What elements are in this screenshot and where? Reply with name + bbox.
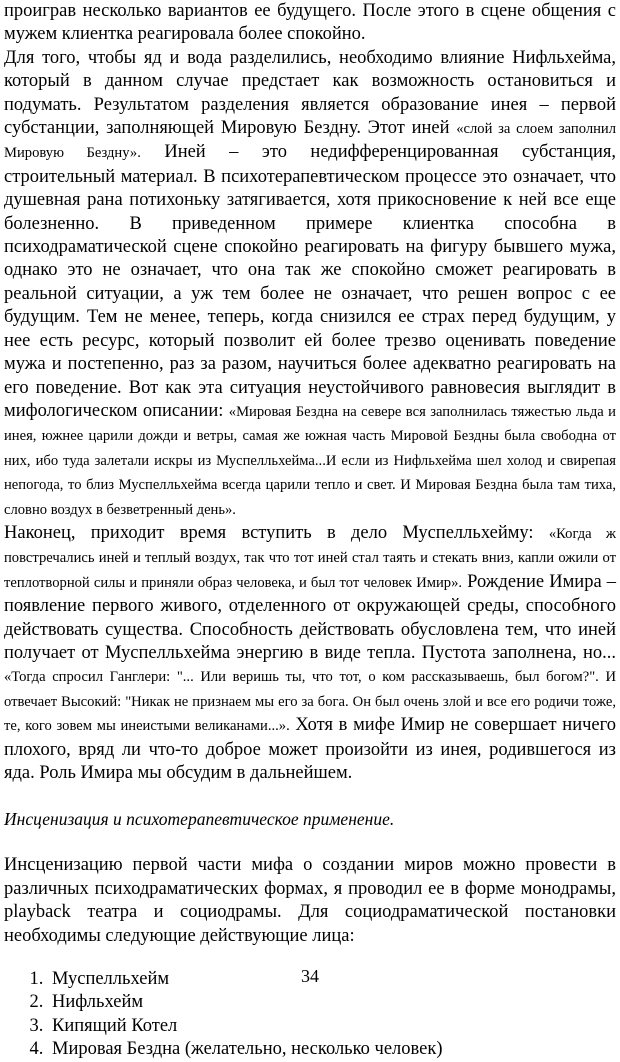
section-heading: Инсценизация и психотерапевтическое применение. (4, 809, 395, 830)
myth-quote: «Тогда спросил Ганглери: "... Или веришь ты, что тот, о ком рассказываешь, был богом?". И отвечает Высокий: "Никак не признаем мы его за бога. Он был очень злой и все его родичи тоже, те, кого зовем мы инеистыми великанами...». (4, 669, 616, 735)
list-item: 2. Нифльхейм (48, 991, 616, 1014)
document-page (4, 0, 616, 1062)
list-item: 1. Муспелльхейм (48, 968, 616, 991)
spacer (4, 831, 616, 854)
page-number: 34 (301, 966, 319, 986)
myth-quote: «Когда ж повстречались иней и теплый воздух, так что тот иней стал таять и стекать вниз, капли ожили от теплотворной силы и приняли образ человека, и был тот человек Имир». (4, 525, 616, 591)
paragraph-muspelheim (4, 522, 616, 785)
paragraph-text: Рождение Имира – появление первого живого, отделенного от окружающей среды, способного действовать существа. Способность действовать обусловлена тем, что иней получает от Муспелльхейма энергию в виде тепла. Пустота заполнена, но... (4, 571, 616, 663)
paragraph-intro: Инсценизацию первой части мифа о создании миров можно провести в различных психодраматических формах, я проводил ее в форме монодрамы, playback театра и социодрамы. Для социодраматической постановки необходимы следующие действующие лица: (4, 855, 616, 946)
paragraph-text: Для того, чтобы яд и вода разделились, необходимо влияние Нифльхейма, который в данном случае предстает как возможность остановиться и подумать. Результатом разделения является образование инея – первой субстанции, заполняющей Мировую Бездну. Этот иней (4, 47, 616, 139)
spacer (4, 785, 616, 808)
myth-quote: «Мировая Бездна на севере вся заполнилась тяжестью льда и инея, южнее царили дожди и ветры, самая же южная часть Мировой Бездны была свободна от них, ибо туда залетали искры из Муспелльхейма...И если из Нифльхейма шел холод и свирепая непогода, то близ Муспелльхейма всегда царили тепло и свет. И Мировая Бездна была там тиха, словно воздух в безветренный день». (4, 403, 616, 518)
paragraph-text: Наконец, приходит время вступить в дело Муспелльхейму: (4, 522, 549, 543)
paragraph-text: Хотя в мифе Имир не совершает ничего плохого, вряд ли что-то доброе может произойти из инея, родившегося из яда. Роль Имира мы обсудим в дальнейшем. (4, 715, 616, 783)
myth-quote: «слой за слоем заполнил Мировую Бездну». (4, 121, 617, 162)
paragraph-text: Иней – это недифференцированная субстанция, строительный материал. В психотерапевтическом процессе это означает, что душевная рана потихоньку затягивается, хотя прикосновение к ней все еще болезненно. В приведенном примере клиентка способна в психодраматической сцене спокойно реагировать на фигуру бывшего мужа, однако это не означает, что она так же спокойно сможет реагировать в реальной ситуации, а уж тем более не означает, что решен вопрос с ее будущим. Тем не менее, теперь, когда снизился ее страх перед будущим, у нее есть ресурс, который позволит ей более трезво оценивать поведение мужа и постепенно, раз за разом, научиться более адекватно реагировать на его поведение. Вот как эта ситуация неустойчивого равновесия выглядит в мифологическом описании: (4, 142, 616, 421)
list-item: 3. Кипящий Котел (48, 1015, 616, 1038)
paragraph-continuation (4, 0, 616, 47)
list-item: 4. Мировая Бездна (желательно, несколько человек) (48, 1038, 616, 1061)
paragraph-text: проиграв несколько вариантов ее будущего. После этого в сцене общения с мужем клиентка реагировала более спокойно. (4, 1, 616, 45)
paragraph-niflheim (4, 47, 616, 522)
